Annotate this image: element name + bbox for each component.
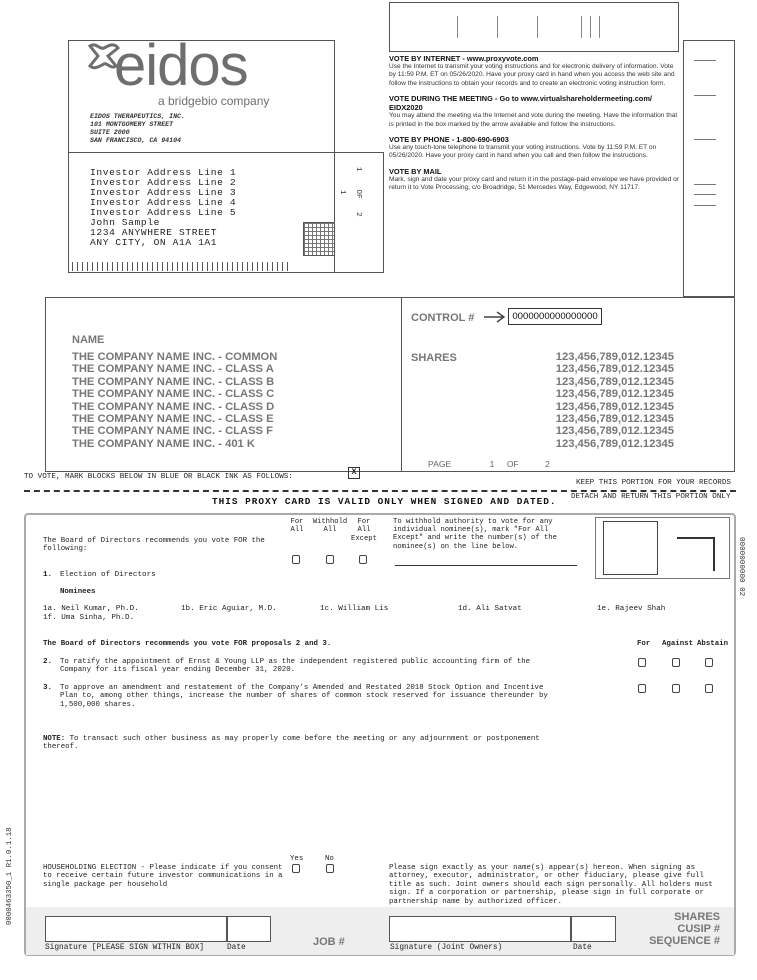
control-label: CONTROL # (411, 312, 475, 324)
control-number: 0000000000000000 (508, 308, 602, 325)
yes-label: Yes (290, 855, 304, 863)
nominee-1f: 1f. Uma Sinha, Ph.D. (43, 614, 135, 622)
holding-shares: 123,456,789,012.12345 (555, 437, 674, 450)
holding-shares: 123,456,789,012.12345 (555, 425, 674, 438)
valid-notice: THIS PROXY CARD IS VALID ONLY WHEN SIGNED AND DATED. (212, 496, 557, 507)
holdings-name-label: NAME (72, 334, 105, 346)
holding-name: THE COMPANY NAME INC. - CLASS F (72, 425, 273, 438)
example-mark: X (348, 467, 360, 479)
investor-side-one: 1 (338, 190, 346, 195)
holding-name: THE COMPANY NAME INC. - COMMON (72, 351, 278, 363)
mark-blocks-instruction: TO VOTE, MARK BLOCKS BELOW IN BLUE OR BLACK INK AS FOLLOWS: (24, 473, 293, 481)
item3-text: To approve an amendment and restatement of the Company's Amended and Restated 2018 Stock Option and Incentive Plan to, among other things, increase the number of shares of common stock reserved for issuance thereunder by 1,500,000 shares. (60, 684, 548, 709)
item3-number: 3. (43, 684, 53, 692)
scan-strip-marks (455, 16, 605, 38)
for-all-except-checkbox[interactable] (359, 555, 367, 564)
item3-abstain-checkbox[interactable] (705, 684, 713, 693)
householding-yes-checkbox[interactable] (292, 864, 300, 873)
company-logo (86, 33, 286, 108)
ballot-inner-box (603, 521, 658, 575)
vote-internet-text: Use the Internet to transmit your voting instructions and for electronic delivery of information. Vote by 11:59 P.M. ET on 05/26/2020. Have your proxy card in hand when you access the web site and follow the instructions to obtain your records and to create an electronic voting instruction form. (389, 63, 675, 87)
voting-instructions (389, 54, 681, 193)
page-label: PAGE (428, 459, 452, 469)
shares-code-label: SHARES (674, 911, 720, 923)
address-line: SUITE 2000 (90, 129, 130, 136)
investor-line: Investor Address Line 3 (90, 187, 237, 198)
2d-barcode (303, 222, 335, 256)
vote-meeting-text: You may attend the meeting via the Internet and vote during the meeting. Have the information that is printed in the box marked by the arrow available and follow the instructions. (389, 112, 678, 128)
board-recommends-2-3: The Board of Directors recommends you vote FOR proposals 2 and 3. (43, 640, 332, 648)
holding-name: THE COMPANY NAME INC. - CLASS B (72, 375, 275, 388)
item1-number: 1. (43, 571, 53, 579)
page-of: OF (506, 459, 519, 469)
item3-against-checkbox[interactable] (672, 684, 680, 693)
margin-ticks (694, 60, 716, 210)
joint-signature-label: Signature (Joint Owners) (390, 944, 503, 952)
holdings-divider (401, 297, 402, 472)
holdings-names (72, 351, 277, 450)
sign-instructions: Please sign exactly as your name(s) appear(s) hereon. When signing as attorney, executor, administrator, or other fiduciary, please give full title as such. Joint owners should each sign personally. All holders must sign. If a corporation or partnership, please sign in full corporate or partnership name by authorized officer. (389, 864, 713, 906)
investor-address (90, 168, 236, 248)
page-number: 1 (489, 459, 495, 469)
nominee-1e: 1e. Rajeev Shah (597, 605, 666, 613)
cusip-label: CUSIP # (677, 923, 720, 935)
col-for-all-except: For All Except (351, 518, 377, 543)
investor-line: Investor Address Line 5 (90, 207, 237, 218)
signature-label: Signature [PLEASE SIGN WITHIN BOX] (45, 944, 205, 952)
nominee-exception-line[interactable] (395, 565, 577, 566)
investor-line: Investor Address Line 4 (90, 197, 237, 208)
withhold-all-checkbox[interactable] (326, 555, 334, 564)
vote-mail-text: Mark, sign and date your proxy card and return it in the postage-paid envelope we have provided or return it to Vote Processing, c/o Broadridge, 51 Mercedes Way, Edgewood, NY 11717. (389, 175, 679, 192)
holding-shares: 123,456,789,012.12345 (555, 400, 674, 413)
nominees-label: Nominees (60, 588, 96, 596)
holding-shares: 123,456,789,012.12345 (555, 413, 674, 426)
holdings-shares-label: SHARES (411, 352, 457, 364)
item2-against-checkbox[interactable] (672, 658, 680, 667)
logo-tagline: a bridgebio company (158, 94, 270, 108)
householding-no-checkbox[interactable] (326, 864, 334, 873)
holdings-page-indicator (428, 459, 550, 469)
note (43, 735, 553, 752)
investor-line: Investor Address Line 1 (90, 167, 237, 178)
nominee-1b: 1b. Eric Aguiar, M.D. (181, 605, 277, 613)
address-line: EIDOS THERAPEUTICS, INC. (90, 113, 185, 120)
investor-line: ANY CITY, ON A1A 1A1 (90, 237, 218, 248)
keep-portion-label: KEEP THIS PORTION FOR YOUR RECORDS (576, 479, 731, 487)
no-label: No (325, 855, 334, 863)
detach-portion-label: DETACH AND RETURN THIS PORTION ONLY (571, 493, 731, 501)
corner-mark (677, 537, 715, 571)
holding-shares: 123,456,789,012.12345 (555, 388, 674, 401)
joint-signature-box[interactable] (389, 916, 571, 942)
withhold-instructions: To withhold authority to vote for any individual nominee(s), mark "For All Except" and write the number(s) of the nominee(s) on the line below. (393, 518, 557, 551)
item3-for-checkbox[interactable] (638, 684, 646, 693)
date-box[interactable] (227, 916, 271, 942)
holdings-shares (520, 351, 674, 450)
note-label: NOTE: (43, 735, 66, 743)
col-withhold-all: Withhold All (312, 518, 348, 535)
address-line: 101 MONTGOMERY STREET (90, 121, 174, 128)
for-all-checkbox[interactable] (292, 555, 300, 564)
company-address (90, 113, 185, 145)
householding-text: HOUSEHOLDING ELECTION - Please indicate if you consent to receive certain future investor communications in a single package per household (43, 864, 283, 889)
job-label: JOB # (313, 936, 345, 948)
form-code: 0000463350_1 R1.0.1.18 (6, 827, 14, 925)
date-label: Date (227, 944, 246, 952)
holding-shares: 123,456,789,012.12345 (555, 363, 674, 376)
page-total: 2 (545, 459, 550, 469)
logo-wordmark: eidos (114, 33, 248, 98)
holding-name: THE COMPANY NAME INC. - CLASS D (72, 400, 275, 413)
holding-shares: 123,456,789,012.12345 (555, 351, 674, 363)
vote-phone-text: Use any touch-tone telephone to transmit your voting instructions. Vote by 11:59 P.M. ET on 05/26/2020. Have your proxy card in hand when you call and then follow the instructions. (389, 144, 657, 160)
holding-name: THE COMPANY NAME INC. - CLASS A (72, 363, 274, 376)
col-abstain: Abstain (697, 640, 729, 648)
investor-line: Investor Address Line 2 (90, 177, 237, 188)
holding-shares: 123,456,789,012.12345 (555, 375, 674, 388)
ballot-side-code: 0000000000 02 (737, 537, 745, 597)
investor-side-page: 1 OF 2 (354, 167, 362, 217)
item2-text: To ratify the appointment of Ernst & Young LLP as the independent registered public accounting firm of the Company for its fiscal year ending December 31, 2020. (60, 658, 531, 675)
board-recommends: The Board of Directors recommends you vote FOR the following: (43, 537, 265, 554)
vote-internet-title: VOTE BY INTERNET - www.proxyvote.com (389, 54, 539, 63)
vote-phone-title: VOTE BY PHONE - 1-800-690-6903 (389, 135, 509, 145)
detach-line (24, 490, 736, 492)
col-for: For (637, 640, 651, 648)
item1-text: Election of Directors (60, 571, 156, 579)
arrow-right-icon (483, 310, 507, 329)
investor-line: John Sample (90, 217, 160, 228)
nominee-1d: 1d. Ali Satvat (458, 605, 522, 613)
note-text: To transact such other business as may properly come before the meeting or any adjournment or postponement thereof. (43, 735, 540, 752)
investor-line: 1234 ANYWHERE STREET (90, 227, 218, 238)
item2-number: 2. (43, 658, 53, 666)
nominee-1a: 1a. Neil Kumar, Ph.D. (43, 605, 139, 613)
shares-cusip-sequence (630, 911, 720, 947)
signature-box[interactable] (45, 916, 227, 942)
sequence-label: SEQUENCE # (649, 935, 720, 947)
nominee-1c: 1c. William Lis (320, 605, 389, 613)
col-against: Against (662, 640, 694, 648)
vote-mail-title: VOTE BY MAIL (389, 166, 442, 176)
postal-barcode (72, 262, 292, 271)
item2-for-checkbox[interactable] (638, 658, 646, 667)
joint-date-box[interactable] (571, 916, 616, 942)
address-line: SAN FRANCISCO, CA 94104 (90, 137, 182, 144)
holding-name: THE COMPANY NAME INC. - CLASS E (72, 413, 274, 426)
holding-name: THE COMPANY NAME INC. - 401 K (72, 437, 255, 450)
joint-date-label: Date (573, 944, 592, 952)
item2-abstain-checkbox[interactable] (705, 658, 713, 667)
vote-meeting-title: VOTE DURING THE MEETING - Go to www.virtualshareholdermeeting.com/ EIDX2020 (389, 94, 652, 113)
col-for-all: For All (290, 518, 304, 535)
holding-name: THE COMPANY NAME INC. - CLASS C (72, 388, 275, 401)
